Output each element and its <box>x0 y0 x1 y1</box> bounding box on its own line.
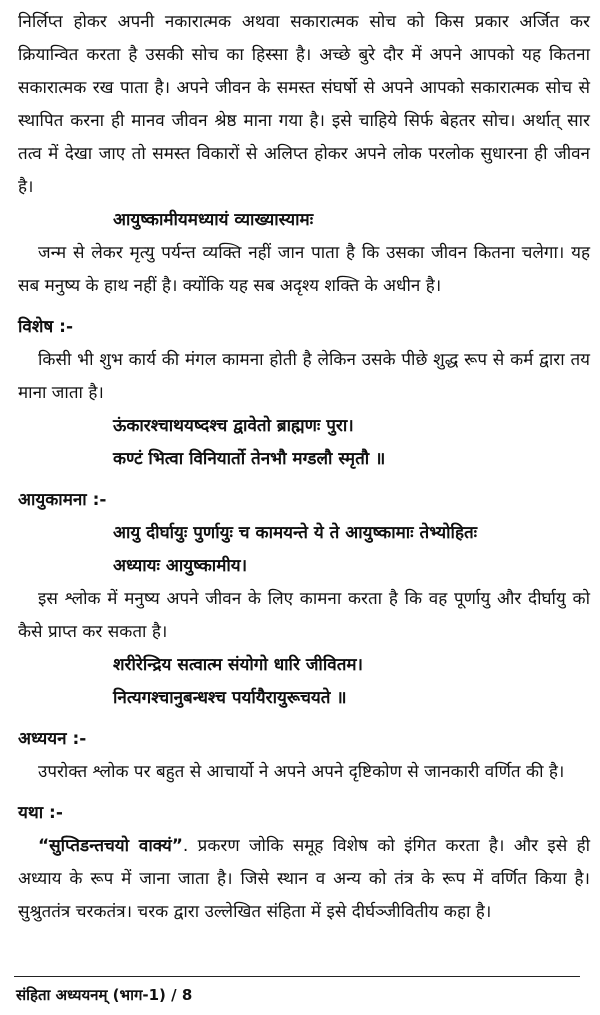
yatha-quote: “सुप्तिडन्तचयो वाक्यं” <box>38 836 183 856</box>
adhyayan-heading: अध्ययन :- <box>18 729 87 749</box>
vishesh-verse-line-1: ऊंकारश्चाथयष्दश्च द्वावेतो ब्राह्मणः पुरा। <box>113 416 354 436</box>
ayukamana-paragraph: इस श्लोक में मनुष्य अपने जीवन के लिए कामना करता है कि वह पूर्णायु और दीर्घायु को कैसे प्राप्त कर सकता है। <box>18 589 590 642</box>
vishesh-heading: विशेष :- <box>18 317 74 337</box>
page-footer: संहिता अध्ययनम् (भाग-1) / 8 <box>16 986 193 1004</box>
footer-divider <box>14 976 580 977</box>
sutra-heading: आयुष्कामीयमध्यायं व्याख्यास्यामः <box>113 210 314 230</box>
intro-paragraph: निर्लिप्त होकर अपनी नकारात्मक अथवा सकारात्मक सोच को किस प्रकार अर्जित कर क्रियान्वित करता है उसकी सोच का हिस्सा है। अच्छे बुरे दौर में अपने आपको यह कितना सकारात्मक रख पाता है। अपने जीवन के समस्त संघर्षो से अपने आपको सकारात्मक सोच से स्थापित करना ही मानव जीवन श्रेष्ठ माना गया है। इसे चाहिये सिर्फ बेहतर सोच। अर्थात् सार तत्व में देखा जाए तो समस्त विकारों से अलिप्त होकर अपने लोक परलोक सुधारना ही जीवन है। <box>18 12 590 197</box>
ayukamana-heading: आयुकामना :- <box>18 490 107 510</box>
ayukamana-verse-line-1: आयु दीर्घायुः पुर्णायुः च कामयन्ते ये ते आयुष्कामाः तेभ्योहितः <box>113 523 478 543</box>
ayukamana-verse2-line-2: नित्यगश्चानुबन्धश्च पर्यायैरायुरूचयते ॥ <box>113 688 347 708</box>
yatha-heading: यथा :- <box>18 803 63 823</box>
vishesh-paragraph: किसी भी शुभ कार्य की मंगल कामना होती है लेकिन उसके पीछे शुद्ध रूप से कर्म द्वारा तय माना जाता है। <box>18 350 590 403</box>
ayukamana-verse2-line-1: शरीरेन्द्रिय सत्वात्म संयोगो धारि जीवितम। <box>113 655 363 675</box>
adhyayan-paragraph: उपरोक्त श्लोक पर बहुत से आचार्यो ने अपने अपने दृष्टिकोण से जानकारी वर्णित की है। <box>38 762 565 782</box>
yatha-paragraph-text: . प्रकरण जोकि समूह विशेष को इंगित करता है। और इसे ही अध्याय के रूप में जाना जाता है। जिसे स्थान व अन्य को तंत्र के रूप में वर्णित किया है। सुश्रुततंत्र चरकतंत्र। चरक द्वारा उल्लेखित संहिता में इसे दीर्घञ्जीवितीय कहा है। <box>18 836 590 922</box>
vishesh-verse-line-2: कण्टं भित्वा विनियार्तो तेनभौ मग्डलौ स्मृतौ ॥ <box>113 449 386 469</box>
ayukamana-verse-line-2: अध्यायः आयुष्कामीय। <box>113 556 248 576</box>
yatha-paragraph <box>18 830 590 929</box>
sutra-paragraph: जन्म से लेकर मृत्यु पर्यन्त व्यक्ति नहीं जान पाता है कि उसका जीवन कितना चलेगा। यह सब मनुष्य के हाथ नहीं है। क्योंकि यह सब अदृश्य शक्ति के अधीन है। <box>18 243 590 296</box>
